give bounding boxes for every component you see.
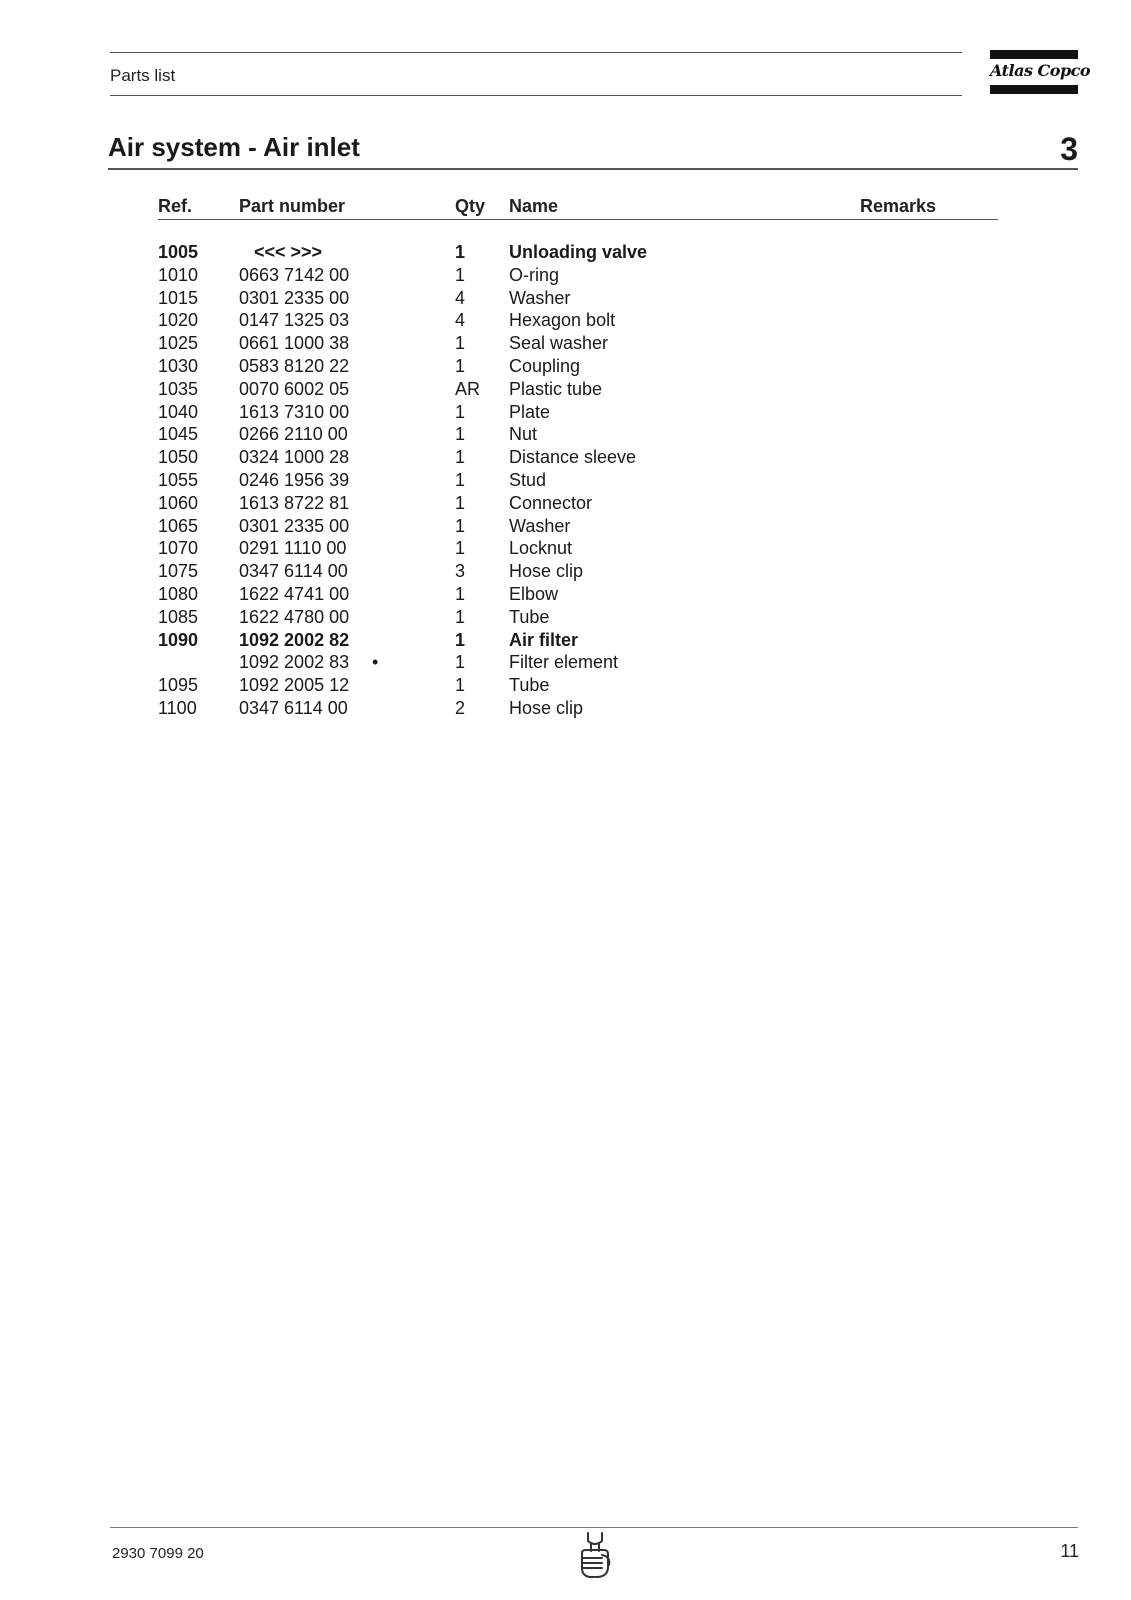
- row-name: Elbow: [509, 583, 559, 604]
- row-ref: 1075: [158, 561, 199, 582]
- row-name: Hose clip: [509, 697, 584, 718]
- row-part-number: 1092 2002 83: [239, 652, 350, 673]
- row-name: Filter element: [509, 652, 619, 673]
- row-name: Seal washer: [509, 333, 609, 354]
- table-row: [0, 469, 1131, 492]
- column-header-ref: Ref.: [158, 196, 193, 216]
- page-number: 11: [1060, 1541, 1079, 1561]
- document-number: 2930 7099 20: [112, 1545, 204, 1562]
- row-ref: 1015: [158, 287, 199, 308]
- row-name: Washer: [509, 515, 571, 536]
- row-name: Plastic tube: [509, 378, 603, 399]
- table-row: [0, 560, 1131, 583]
- row-qty: 3: [455, 561, 466, 582]
- row-part-number: 0663 7142 00: [239, 264, 350, 285]
- row-ref: 1030: [158, 355, 199, 376]
- row-part-number: 1613 8722 81: [239, 492, 350, 513]
- row-name: Connector: [509, 492, 593, 513]
- row-part-number: 1092 2005 12: [239, 675, 350, 696]
- table-row: [0, 515, 1131, 538]
- row-name: Air filter: [509, 629, 579, 650]
- row-name: Hexagon bolt: [509, 310, 616, 331]
- row-part-number: 1622 4780 00: [239, 606, 350, 627]
- row-ref: 1095: [158, 675, 199, 696]
- table-row: [0, 378, 1131, 401]
- table-row: [0, 309, 1131, 332]
- row-name: Locknut: [509, 538, 573, 559]
- row-part-number: 0266 2110 00: [239, 424, 348, 445]
- atlas-copco-logo: [990, 50, 1091, 94]
- row-name: Tube: [509, 606, 550, 627]
- row-ref: 1080: [158, 583, 199, 604]
- footer-rule: [110, 1527, 1078, 1528]
- row-name: Hose clip: [509, 561, 584, 582]
- row-part-number: <<< >>>: [254, 242, 323, 262]
- table-row: [0, 651, 1131, 674]
- row-name: Coupling: [509, 355, 581, 376]
- row-qty: 1: [455, 675, 466, 696]
- row-part-number: 0301 2335 00: [239, 287, 350, 308]
- table-row: [0, 629, 1131, 652]
- row-qty: 1: [455, 424, 466, 445]
- row-ref: 1010: [158, 264, 199, 285]
- row-part-number: 0147 1325 03: [239, 310, 350, 331]
- row-name: O-ring: [509, 264, 560, 285]
- row-ref: 1090: [158, 629, 199, 650]
- row-part-number: 0324 1000 28: [239, 447, 350, 468]
- table-row: [0, 287, 1131, 310]
- row-ref: 1060: [158, 492, 199, 513]
- column-header-qty: Qty: [455, 196, 486, 216]
- row-part-number: 1613 7310 00: [239, 401, 350, 422]
- logo-wordmark: Atlas Copco: [990, 61, 1091, 80]
- column-header-remarks: Remarks: [860, 196, 937, 216]
- row-qty: 1: [455, 355, 466, 376]
- row-name: Nut: [509, 424, 538, 445]
- row-qty: AR: [455, 378, 481, 399]
- row-qty: 1: [455, 492, 466, 513]
- column-header-name: Name: [509, 196, 559, 216]
- column-header-part-number: Part number: [239, 196, 346, 216]
- row-qty: 1: [455, 652, 466, 673]
- row-ref: 1085: [158, 606, 199, 627]
- row-ref: 1050: [158, 447, 199, 468]
- row-part-number: 0246 1956 39: [239, 469, 350, 490]
- row-qty: 1: [455, 515, 466, 536]
- table-row: [0, 241, 1131, 264]
- row-part-number: 0291 1110 00: [239, 538, 347, 559]
- row-part-number: 1622 4741 00: [239, 583, 350, 604]
- table-row: [0, 401, 1131, 424]
- row-qty: 1: [455, 538, 466, 559]
- parts-table: [0, 241, 1131, 720]
- row-qty: 1: [455, 629, 466, 650]
- row-ref: 1055: [158, 469, 199, 490]
- row-qty: 1: [455, 264, 466, 285]
- table-row: [0, 606, 1131, 629]
- row-name: Washer: [509, 287, 571, 308]
- row-name: Stud: [509, 469, 547, 490]
- row-part-number: 1092 2002 82: [239, 629, 350, 650]
- table-row: [0, 332, 1131, 355]
- table-row: [0, 446, 1131, 469]
- row-part-number: 0070 6002 05: [239, 378, 350, 399]
- row-ref: 1025: [158, 333, 199, 354]
- service-hand-wrench-icon: [576, 1531, 614, 1579]
- row-qty: 4: [455, 287, 466, 308]
- table-row: [0, 674, 1131, 697]
- row-qty: 1: [455, 242, 466, 262]
- row-qty: 1: [455, 401, 466, 422]
- row-ref: 1020: [158, 310, 199, 331]
- table-row: [0, 423, 1131, 446]
- section-number: 3: [1060, 131, 1078, 167]
- row-name: Tube: [509, 675, 550, 696]
- row-qty: 1: [455, 469, 466, 490]
- row-ref: 1005: [158, 242, 199, 262]
- row-ref: 1035: [158, 378, 199, 399]
- table-row: [0, 583, 1131, 606]
- row-ref: 1100: [158, 697, 197, 718]
- header-top-rule: [110, 52, 962, 53]
- row-name: Distance sleeve: [509, 447, 637, 468]
- header-bottom-rule: [110, 95, 962, 96]
- running-header-title: Parts list: [110, 66, 176, 85]
- row-kit-marker: •: [372, 652, 379, 673]
- row-name: Unloading valve: [509, 242, 648, 262]
- row-ref: 1070: [158, 538, 199, 559]
- table-row: [0, 697, 1131, 720]
- table-row: [0, 355, 1131, 378]
- table-row: [0, 537, 1131, 560]
- row-ref: 1045: [158, 424, 199, 445]
- row-qty: 4: [455, 310, 466, 331]
- row-name: Plate: [509, 401, 551, 422]
- row-qty: 1: [455, 447, 466, 468]
- logo-bottom-bar: [990, 85, 1078, 94]
- logo-top-bar: [990, 50, 1078, 59]
- row-qty: 1: [455, 333, 466, 354]
- row-qty: 2: [455, 697, 466, 718]
- row-qty: 1: [455, 606, 466, 627]
- table-row: [0, 264, 1131, 287]
- row-part-number: 0347 6114 00: [239, 697, 348, 718]
- section-rule: [108, 168, 1078, 170]
- table-row: [0, 492, 1131, 515]
- section-title: Air system - Air inlet: [108, 132, 360, 162]
- row-part-number: 0347 6114 00: [239, 561, 348, 582]
- row-ref: 1065: [158, 515, 199, 536]
- row-part-number: 0661 1000 38: [239, 333, 350, 354]
- row-part-number: 0583 8120 22: [239, 355, 350, 376]
- row-ref: 1040: [158, 401, 199, 422]
- row-qty: 1: [455, 583, 466, 604]
- row-part-number: 0301 2335 00: [239, 515, 350, 536]
- column-header-rule: [158, 219, 998, 220]
